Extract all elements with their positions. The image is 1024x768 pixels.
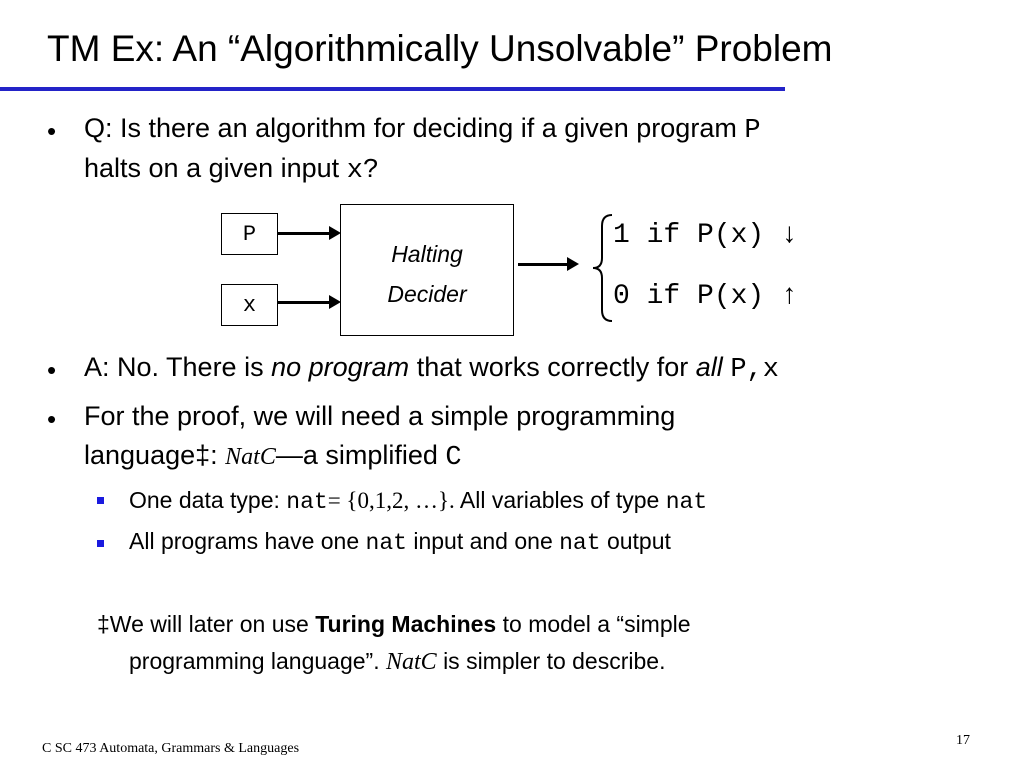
c-language-code: C [445, 443, 462, 473]
footnote-line-2 [129, 648, 665, 676]
arrow-p-to-decider [278, 232, 330, 235]
question-line-2 [84, 153, 379, 186]
nat-code-2: nat [665, 489, 708, 515]
question-text-2: halts on a given input [84, 153, 340, 183]
footnote-text-3: programming language”. [129, 648, 380, 674]
footnote-text-4: is simpler to describe. [443, 648, 666, 674]
proof-text: language‡: [84, 440, 218, 470]
sub-bullet-mark [97, 497, 104, 504]
sub-text: All programs have one [129, 528, 360, 554]
nat-code: nat [286, 489, 328, 515]
sub-bullet-mark [97, 540, 104, 547]
input-p-box: P [221, 213, 278, 255]
arrow-x-to-decider [278, 301, 330, 304]
slide-title: TM Ex: An “Algorithmically Unsolvable” Problem [47, 28, 833, 69]
question-line-1 [84, 113, 761, 146]
question-text: Q: Is there an algorithm for deciding if a given program [84, 113, 737, 143]
natc-name: NatC [385, 649, 437, 675]
decider-label-line-1: Halting [391, 241, 463, 267]
nat-set: = {0,1,2, …}. [327, 488, 455, 513]
output-case-halts: 1 if P(x) ↓ [613, 220, 798, 251]
halting-decider-box [340, 204, 514, 336]
footnote-text: ‡We will later on use [97, 611, 309, 637]
decider-label [341, 234, 513, 314]
input-code: x? [346, 156, 380, 186]
answer-emphasis: no program [271, 352, 410, 382]
sub-text: One data type: [129, 487, 280, 513]
sub-text-2: All variables of type [459, 487, 660, 513]
footnote-line-1 [97, 611, 691, 638]
nat-code: nat [365, 530, 407, 556]
answer-text: A: No. There is [84, 352, 264, 382]
answer-text-2: that works correctly for [416, 352, 689, 382]
input-x-box: x [221, 284, 278, 326]
natc-name: NatC [225, 444, 276, 470]
sub-text-3: output [606, 528, 671, 554]
answer-code: P,x [730, 355, 779, 385]
sub-bullet-programs [129, 528, 671, 556]
sub-bullet-data-type [129, 487, 707, 515]
footnote-bold: Turing Machines [315, 611, 497, 637]
page-number: 17 [956, 733, 970, 748]
footnote-text-2: to model a “simple [502, 611, 691, 637]
program-code: P [744, 116, 761, 146]
output-case-loops: 0 if P(x) ↑ [613, 281, 798, 312]
slide-footer: C SC 473 Automata, Grammars & Languages [42, 741, 300, 756]
proof-dash: — [275, 440, 303, 470]
bullet-mark: • [47, 116, 57, 146]
bullet-mark: • [47, 355, 57, 385]
proof-line-2 [84, 440, 462, 473]
answer-emphasis-2: all [695, 352, 723, 382]
nat-code-2: nat [559, 530, 601, 556]
sub-text-2: input and one [413, 528, 553, 554]
arrow-decider-to-output [518, 263, 568, 266]
bullet-mark: • [47, 404, 57, 434]
proof-line-1: For the proof, we will need a simple programming [84, 401, 676, 431]
title-underline [0, 87, 785, 91]
decider-label-line-2: Decider [387, 281, 467, 307]
answer-line [84, 352, 779, 385]
proof-text-2: a simplified [302, 440, 438, 470]
